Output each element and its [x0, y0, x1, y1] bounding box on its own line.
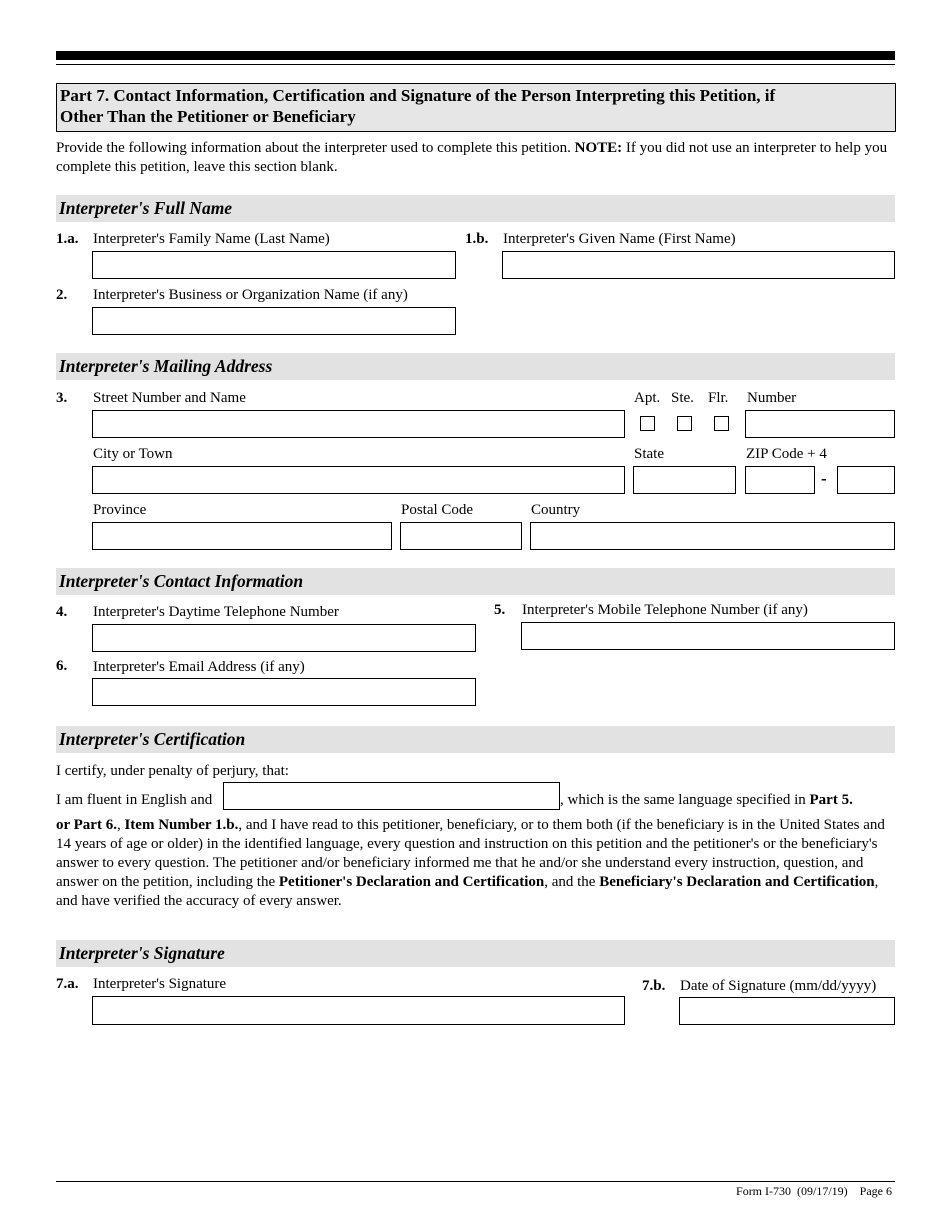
country-label: Country	[531, 502, 581, 518]
section-mailing-address: Interpreter's Mailing Address	[56, 353, 895, 380]
signature-date-label: Date of Signature (mm/dd/yyyy)	[680, 978, 877, 994]
certification-paragraph: or Part 6., Item Number 1.b., and I have read to this petitioner, beneficiary, or to them both (if the beneficiary is in the United States and 14 years of age or older) in the identified language, every question and instruction on this petition and the petitioner's or the beneficiary's answer to every question. The petitioner and/or beneficiary informed me that he and/or she understand every instruction, question, and answer on the petition, including the Petitioner's Declaration and Certification, and the Beneficiary's Declaration and Certification, and have verified the accuracy of every answer.	[56, 817, 885, 909]
country-input[interactable]	[530, 522, 895, 550]
language-input[interactable]	[223, 782, 560, 810]
city-label: City or Town	[93, 446, 173, 462]
note-label: NOTE:	[574, 140, 623, 156]
street-input[interactable]	[92, 410, 625, 438]
postal-code-label: Postal Code	[401, 502, 474, 518]
fluent-prefix: I am fluent in English and	[56, 792, 213, 808]
section-signature: Interpreter's Signature	[56, 940, 895, 967]
business-name-input[interactable]	[92, 307, 456, 335]
top-rule-thin	[56, 64, 895, 65]
ste-checkbox[interactable]	[677, 416, 692, 431]
item-number-2: 2.	[56, 287, 68, 303]
page-number: Page 6	[859, 1184, 892, 1198]
email-label: Interpreter's Email Address (if any)	[93, 659, 305, 675]
item-number-5: 5.	[494, 602, 506, 618]
part-header-line1: Part 7. Contact Information, Certification and Signature of the Person Interpreting this Petition, if	[60, 86, 776, 105]
daytime-phone-label: Interpreter's Daytime Telephone Number	[93, 604, 339, 620]
street-label: Street Number and Name	[93, 390, 246, 406]
item-number-7a: 7.a.	[56, 976, 79, 992]
flr-checkbox[interactable]	[714, 416, 729, 431]
section-certification: Interpreter's Certification	[56, 726, 895, 753]
fluent-suffix: , which is the same language specified in Part 5.	[560, 792, 853, 808]
top-rule-thick	[56, 51, 895, 60]
item-number-3: 3.	[56, 390, 68, 406]
item-number-4: 4.	[56, 604, 68, 620]
item-number-1b: 1.b.	[465, 231, 489, 247]
form-id: Form I-730 (09/17/19)	[736, 1184, 848, 1198]
given-name-label: Interpreter's Given Name (First Name)	[503, 231, 736, 247]
section-contact-info: Interpreter's Contact Information	[56, 568, 895, 595]
mobile-phone-label: Interpreter's Mobile Telephone Number (if any)	[522, 602, 808, 618]
zip-dash: -	[821, 469, 827, 488]
item-number-6: 6.	[56, 658, 68, 674]
section-full-name: Interpreter's Full Name	[56, 195, 895, 222]
signature-date-input[interactable]	[679, 997, 895, 1025]
city-input[interactable]	[92, 466, 625, 494]
flr-label: Flr.	[708, 390, 729, 406]
family-name-input[interactable]	[92, 251, 456, 279]
item-number-1a: 1.a.	[56, 231, 79, 247]
apt-checkbox[interactable]	[640, 416, 655, 431]
business-name-label: Interpreter's Business or Organization Name (if any)	[93, 287, 408, 303]
signature-label: Interpreter's Signature	[93, 976, 227, 992]
daytime-phone-input[interactable]	[92, 624, 476, 652]
postal-code-input[interactable]	[400, 522, 522, 550]
email-input[interactable]	[92, 678, 476, 706]
zip-plus4-input[interactable]	[837, 466, 895, 494]
state-label: State	[634, 446, 664, 462]
intro-text: Provide the following information about the interpreter used to complete this petition. NOTE: If you did not use an interpreter to help you complete this petition, leave this section blank.	[56, 140, 888, 175]
state-select[interactable]	[633, 466, 736, 494]
mobile-phone-input[interactable]	[521, 622, 895, 650]
unit-number-input[interactable]	[745, 410, 895, 438]
page-footer	[736, 1184, 892, 1199]
province-input[interactable]	[92, 522, 392, 550]
province-label: Province	[93, 502, 147, 518]
given-name-input[interactable]	[502, 251, 895, 279]
signature-field[interactable]	[92, 996, 625, 1025]
part-header-line2: Other Than the Petitioner or Beneficiary	[60, 107, 356, 126]
ste-label: Ste.	[671, 390, 694, 406]
item-number-7b: 7.b.	[642, 978, 666, 994]
zip-label: ZIP Code + 4	[746, 446, 827, 462]
number-label: Number	[747, 390, 797, 406]
footer-rule	[56, 1181, 895, 1182]
certify-intro: I certify, under penalty of perjury, that:	[56, 763, 289, 779]
apt-label: Apt.	[634, 390, 661, 406]
family-name-label: Interpreter's Family Name (Last Name)	[93, 231, 330, 247]
part-7-header	[56, 83, 896, 132]
zip-code-input[interactable]	[745, 466, 815, 494]
